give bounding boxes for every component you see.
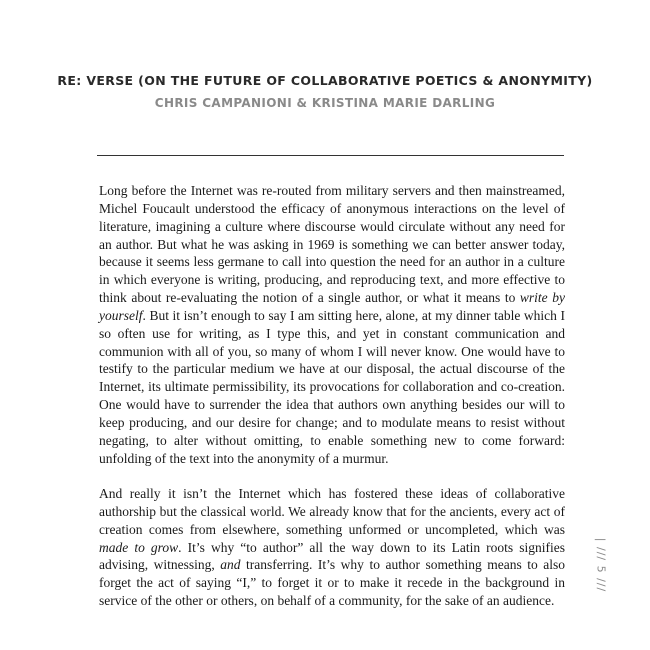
page-number-label: | /// 5 /// <box>594 537 608 593</box>
title-divider <box>97 155 564 156</box>
text-run: And really it isn’t the Internet which has fostered these ideas of collaborative authorship but the classical world. We already know that for the ancients, every act of creation comes from elsewhere, something unformed or uncompleted, which was <box>99 486 565 537</box>
text-run: transferring. It’s why to author something means to also forget the act of saying “I,” to forget it or to make it recede in the background in service of the other or others, on behalf of a community, for the sake of an audience. <box>99 557 565 609</box>
italic-run: made to grow <box>99 539 179 555</box>
author-line: CHRIS CAMPANIONI & KRISTINA MARIE DARLING <box>154 96 496 110</box>
body-text <box>99 182 565 610</box>
body-paragraph <box>99 182 565 468</box>
page-title: RE: VERSE (ON THE FUTURE OF COLLABORATIVE POETICS & ANONYMITY) <box>57 73 593 88</box>
text-run: Long before the Internet was re-routed from military servers and then mainstreamed, Michel Foucault understood the efficacy of anonymous interactions on the level of literature, imagining a culture where discourse would circulate without any need for an author. But what he was asking in 1969 is something we can better answer today, because it seems less germane to call into question the need for an author in a culture in which everyone is writing, producing, and reproducing text, and more effective to think about re-evaluating the notion of a single author, or what it means to <box>99 183 565 306</box>
text-run: . It’s why “to author” all the way down to its Latin roots signifies advising, witnessing, <box>99 539 565 573</box>
italic-run: and <box>220 557 241 573</box>
text-run: . But it isn’t enough to say I am sitting here, alone, at my dinner table which I so often use for writing, as I type this, and yet in constant communication and communion with all of you, so many of whom I will never know. One would have to testify to the particular medium we have at our disposal, the actual discourse of the Internet, its ultimate permissibility, its provocations for collaboration and co-creation. One would have to surrender the idea that authors own anything besides our will to keep producing, and our desire for change; and to modulate means to resist without negating, to alter without omitting, to enable something new to come forward: unfolding of the text into the anonymity of a murmur. <box>99 307 565 466</box>
page-number <box>593 530 609 600</box>
italic-run: write by yourself <box>99 290 565 323</box>
body-paragraph <box>99 485 565 610</box>
